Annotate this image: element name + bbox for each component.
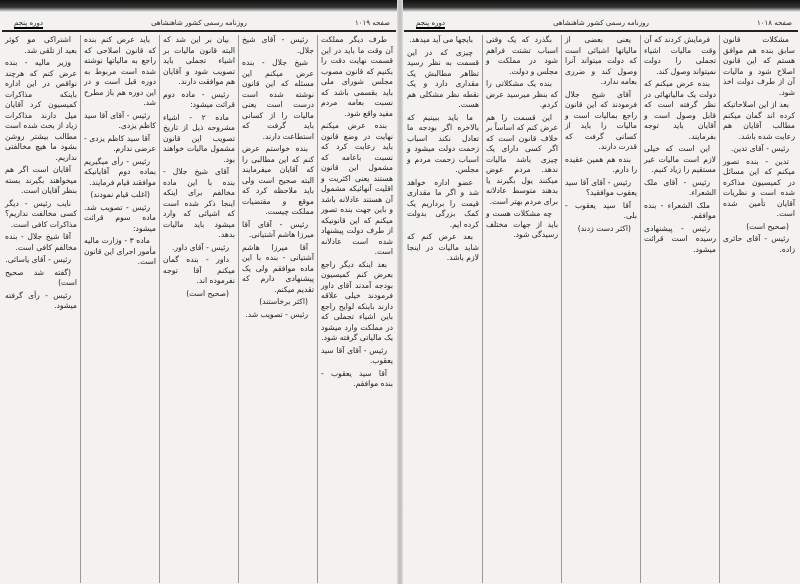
page-number: صفحه ۱۰۱۸ [756,19,792,27]
paragraph: آقایان است اگر هم میخواهند بگیرند بسته بنظر آقایان است. [5,165,77,195]
paragraph: شیخ جلال - بنده عرض میکنم این مسئله که این قانون نوشته شده است درست است یعنی مالیات را از کسانی باید گرفت که استطاعت دارند. [242,58,314,141]
paragraph: رئیس - تصویب شد. [245,309,308,319]
text-column [2,35,80,583]
paragraph: یعنی بعضی از مالیاتها اشیائی است که دولت میتواند آنرا وصول کند و ضرری بعامه ندارد. [565,35,637,86]
paragraph: بنده عرض میکنم که دولت یک مالیاتهائی در نظر گرفته است که قابل وصول است و آقایان باید توجه بفرمایند. [644,79,716,141]
newspaper-title: روزنامه رسمی کشور شاهنشاهی [151,19,247,27]
paragraph: (گفته شد صحیح است) [5,267,77,287]
paragraph: بعد عرض کنم که شاید مالیات در اینجا لازم باشد. [407,232,479,262]
paragraph: (صحیح است) [746,221,789,231]
paragraph: این است که خیلی لازم است مالیات غیر مستقیم را زیاد کنیم. [644,144,716,174]
page-number: صفحه ۱۰۱۹ [354,19,390,27]
paragraph: ما باید ببینیم که بالاخره اگر بودجه ما تعادل نکند اسباب زحمت دولت میشود و اسباب زحمت مردم و مجلس. [407,112,479,174]
paragraph: چیزی که در این قسمت به نظر رسید تظاهر مطالبش یک مقداری دارد و یک نقطه نظر مشکلی هم هست. [407,47,479,109]
paragraph: ملک الشعراء - بنده موافقم. [644,200,716,220]
columns [404,35,798,583]
paragraph: نایب رئیس - دیگر کسی مخالفت نداریم؟ مذاکرات کافی است. [5,198,77,229]
paragraph: آقا شیخ جلال - بنده مخالفم کافی است. [5,232,77,252]
paragraph: (صحیح است) [186,288,229,298]
paragraph: رئیس - آقای تدین. [730,144,789,153]
period-label: دوره پنجم [14,19,44,27]
paragraph: ماده ۳ - وزارت مالیه مأمور اجرای این قانون است. [84,236,156,266]
paragraph: رئیس - آقای آقا سید یعقوب موافقید؟ [565,177,637,197]
paragraph: بایجها می آید میدهد. [409,35,473,44]
paragraph: رئیس - آقای آقا میرزا هاشم آشتیانی. [242,219,314,239]
paragraph: مشکلات قانون سابق بنده هم موافق هستم که این قانون اصلاح شود و مالیات آن از طرف دولت اخذ شود. [723,35,795,97]
paragraph: رئیس - آقای شیخ جلال. [242,35,314,55]
paragraph: آقای شیخ جلال - بنده با این ماده مخالفم برای اینکه اینجا ذکر شده است که اشیائی که وارد میشود باید مالیات بدهد. [163,167,235,239]
paragraph: آقا میرزا هاشم آشتیانی - بنده با این ماده موافقم ولی یک پیشنهادی دارم که تقدیم میکنم. [242,242,314,294]
paragraph: فرمایش کردند که آن وقت مالیات اشیاء تجملی را دولت نمیتواند وصول کند. [644,35,716,76]
paragraph: ماده ۲ - اشیاء مشروحه ذیل از تاریخ تصویب این قانون مشمول مالیات خواهند بود. [163,112,235,164]
paragraph: آقا سید کاظم یزدی - عرضی ندارم. [84,133,156,153]
text-column [317,35,396,583]
paragraph: آقای شیخ جلال فرمودند که این قانون راجع بمالیات است و مالیات را باید از کسانی گرفت که قدرت دارند. [565,89,637,151]
text-column [404,35,482,583]
paragraph: رئیس - آقای داور. [172,242,229,252]
paragraph: بنده خواستم عرض کنم که این مطالبی را که آقایان میفرمایند البته صحیح است ولی باید ملاحظه کرد که موقع و مقتضیات مملکت چیست. [242,144,314,216]
paragraph: (اغلب قیام نمودند) [90,190,150,199]
paragraph: رئیس - رأی گرفته میشود. [5,290,77,310]
paragraph: آقا سید یعقوب - بنده موافقم. [321,368,393,388]
paragraph: طرف دیگر مملکت آن وقت ما باید در این قسمت نهایت دقت را بکنیم که قانون مصوب مجلس شورای ملی باید بقسمی باشد که نسبت بعامه مردم مفید واقع شود. [321,35,393,118]
paragraph: عضو اداره خواهد شد و اگر ما مقداری قیمت را برداریم یک کمک بزرگی بدولت کرده ایم. [407,177,479,229]
text-column [159,35,238,583]
paragraph: بنده یک مشکلاتی را که بنظر میرسید عرض کردم. [486,79,558,109]
paragraph: (اکثر دست زدند) [577,223,631,233]
paragraph: رئیس - رأی میگیریم بماده دوم آقایانیکه موافقند قیام فرمایند. [84,156,156,187]
text-column [719,35,798,583]
right-page [404,12,798,584]
page-header [2,12,396,32]
paragraph: این قسمت را هم عرض کنم که اساساً بر خلاف قانون است که اگر کسی دارای یک چیزی باشد مالیات ندهد. مردم عوض میکنند یول بگیرند یا بدهند متوسط عادلانه برای مردم بهتر است. [486,112,558,206]
paragraph: داور - بنده گمان میکنم آقا توجه نفرموده اند. [163,255,235,285]
paragraph: بعد از این اصلاحاتیکه کرده اند گمان میکنم مطالب آقایان هم رعایت شده باشد. [723,100,795,141]
columns [2,35,396,583]
period-label: دوره پنجم [416,19,446,27]
paragraph: بنده هم همین عقیده را دارم. [565,154,637,174]
text-column [640,35,719,583]
paragraph: رئیس - آقای ملک الشعراء. [644,177,716,197]
paragraph: رئیس - آقای آقا سید یعقوب. [321,345,393,365]
paragraph: رئیس - آقای آقا سید کاظم یزدی. [84,110,156,130]
paragraph: اشتراکی مو کوثر بعید از تلقی شد. [5,35,77,55]
paragraph: باید عرض کنم بنده که قانون اصلاحی که راجع به مالیاتها نوشته شده است مربوط به دوره قبل است و در این دوره هم باز مطرح شد. [84,35,156,107]
paragraph: (اکثر برخاستند) [259,297,308,306]
page-gutter [397,0,403,584]
text-column [238,35,317,583]
left-page [2,12,396,584]
paragraph: بنده عرض میکنم نهایت در وضع قانون باید رعایت کرد که نسبت باعامه که مشمول این قانون هستند یعنی اکثریت و اقلیت آنهائیکه مشمول آن هستند عادلانه باشد و باین جهت بنده تصور میکنم که این قانونیکه از طرف دولت پیشنهاد شده است عادلانه است. [321,121,393,256]
text-column [80,35,159,583]
newspaper-title: روزنامه رسمی کشور شاهنشاهی [553,19,649,27]
paragraph: تدین - بنده تصور میکنم که این مسائل در کمیسیون مذاکره شده است و نظریات آقایان تأمین شده است. [723,156,795,218]
paragraph: بگذرد که یک وقتی اسباب تشتت فراهم شود در مملکت و مجلس و دولت. [486,35,558,76]
paragraph: چه مشکلات هست و باید از جهات مختلف رسیدگی شود. [486,209,558,239]
paragraph: آقا سید یعقوب - بلی. [565,200,637,220]
text-column [561,35,640,583]
paragraph: بیان بر این شد که البته قانون مالیات بر اشیاء تجملی باید تصویب شود و آقایان هم موافقت دارند. [163,35,235,86]
paragraph: بعد اینکه دیگر راجع بعرض کنم کمیسیون بودجه آمدند آقای داور فرمودند خیلی علاقه دارند باینکه لوایح راجع باین اشیاء تجملی که در مملکت وارد میشود یک مالیاتی گرفته شود. [321,259,393,342]
page-header [404,12,798,32]
paragraph: رئیس - پیشنهادی رسیده است قرائت میشود. [644,223,716,254]
text-column [482,35,561,583]
paragraph: رئیس - آقای حائری زاده. [723,234,795,254]
paragraph: وزیر مالیه - بنده عرض کنم که هرچند نواقص در این اداره باینکه مذاکرات کمیسیون کرد آقایان میل دارند مذاکرات زیاد از بحث شده است مطالب بیشتر روشن بشود ما هیچ مخالفتی نداریم. [5,58,77,162]
paragraph: رئیس - ماده دوم قرائت میشود: [163,89,235,109]
paragraph: رئیس - آقای یاسائی. [5,255,71,264]
paragraph: رئیس - تصویب شد. ماده سوم قرائت میشود: [84,202,156,233]
